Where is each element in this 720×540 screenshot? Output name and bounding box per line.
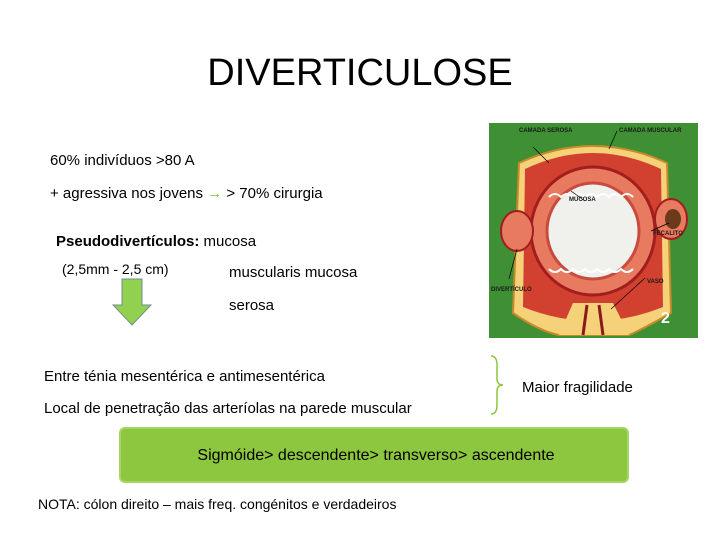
pseudo-layer-mucosa: mucosa [199,233,257,250]
stat-surgery-prefix: + agressiva nos jovens [50,185,208,202]
footnote: NOTA: cólon direito – mais freq. congénitos e verdadeiros [38,496,397,512]
location-tenia: Entre ténia mesentérica e antimesentérica [44,368,325,385]
label-mucosa: MUCOSA [569,197,596,203]
label-camada-muscular: CAMADA MUSCULAR [619,128,682,134]
pseudo-term: Pseudodivertículos: [56,233,200,250]
label-fecalito: FECALITO [653,231,683,237]
page-title: DIVERTICULOSE [207,52,513,94]
pseudo-layer-serosa: serosa [229,297,275,314]
right-arrow-icon: → [207,185,223,202]
sequence-box [119,427,629,483]
label-diverticulo: DIVERTÍCULO [491,287,532,293]
pseudo-layer-muscularis: muscularis mucosa [229,264,358,281]
stat-surgery-line [50,185,323,202]
down-arrow-icon [112,278,152,326]
figure-number: 2 [661,310,670,327]
brace-icon [490,355,504,415]
diverticulum-illustration [489,123,698,338]
location-arterioles: Local de penetração das arteríolas na parede muscular [44,400,412,417]
stat-surgery-suffix: > 70% cirurgia [222,185,323,202]
colon-cross-section [489,123,698,338]
label-vaso: VASO [647,279,664,285]
stat-age-line: 60% indivíduos >80 A [50,152,195,169]
fecalith-shape [665,209,681,229]
fragility-label: Maior fragilidade [522,379,633,396]
sequence-text: Sigmóide> descendente> transverso> ascendente [197,447,555,464]
pseudo-heading [56,233,256,250]
pseudo-size: (2,5mm - 2,5 cm) [62,261,169,277]
label-camada-serosa: CAMADA SEROSA [519,128,573,134]
